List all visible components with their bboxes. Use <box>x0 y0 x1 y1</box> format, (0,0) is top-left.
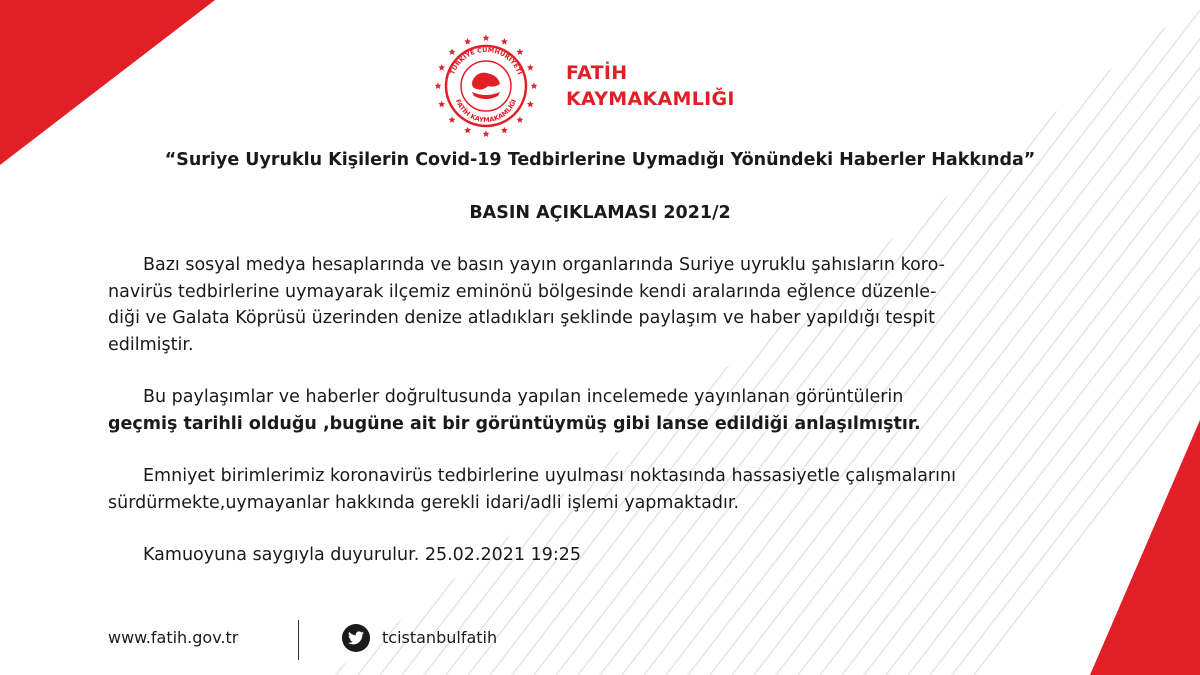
paragraph-1-line: edilmiştir. <box>108 334 194 355</box>
paragraph-1-line: navirüs tedbirlerine uymayarak ilçemiz eminönü bölgesinde kendi aralarında eğlence düzenle- <box>108 281 937 302</box>
closing-line: Kamuoyuna saygıyla duyurulur. 25.02.2021 19:25 <box>143 545 582 565</box>
twitter-handle[interactable]: tcistanbulfatih <box>382 628 498 647</box>
brand-name <box>566 60 735 112</box>
closing-paragraph <box>108 542 1028 569</box>
paragraph-1 <box>108 252 1028 358</box>
paragraph-2 <box>108 384 1028 437</box>
paragraph-1-line: diği ve Galata Köprüsü üzerinden denize atladıkları şeklinde paylaşım ve haber yapıldığı tespit <box>108 308 935 328</box>
paragraph-3 <box>108 463 1028 516</box>
website-link[interactable]: www.fatih.gov.tr <box>108 628 239 647</box>
paragraph-2-line: Bu paylaşımlar ve haberler doğrultusunda yapılan incelemede yayınlanan görüntülerin <box>143 387 904 407</box>
svg-text:FATİH KAYMAKAMLIĞI: FATİH KAYMAKAMLIĞI <box>453 98 519 125</box>
corner-triangle-top-left <box>0 0 215 165</box>
twitter-bird-icon[interactable] <box>342 624 370 652</box>
paragraph-3-line: Emniyet birimlerimiz koronavirüs tedbirlerine uyulması noktasında hassasiyetle çalışmalarını <box>143 466 956 486</box>
paragraph-3-line: sürdürmekte,uymayanlar hakkında gerekli idari/adli işlemi yapmaktadır. <box>108 492 740 513</box>
corner-triangle-bottom-right <box>1090 420 1200 675</box>
paragraph-1-line: Bazı sosyal medya hesaplarında ve basın yayın organlarında Suriye uyruklu şahısların koro- <box>143 255 945 275</box>
seal-logo <box>432 32 540 140</box>
svg-text:TÜRKİYE CUMHURİYETİ: TÜRKİYE CUMHURİYETİ <box>448 45 524 76</box>
paragraph-2-bold-line: geçmiş tarihli olduğu ,bugüne ait bir görüntüymüş gibi lanse edildiği anlaşılmıştır. <box>108 413 921 434</box>
document-headline: “Suriye Uyruklu Kişilerin Covid-19 Tedbirlerine Uymadığı Yönündeki Haberler Hakkında” <box>164 150 1036 170</box>
document-body <box>108 252 1028 595</box>
footer-divider <box>298 620 299 660</box>
press-release-title: BASIN AÇIKLAMASI 2021/2 <box>469 203 731 223</box>
brand-name-line1: FATİH <box>566 62 628 84</box>
brand-name-line2: KAYMAKAMLIĞI <box>566 88 735 110</box>
